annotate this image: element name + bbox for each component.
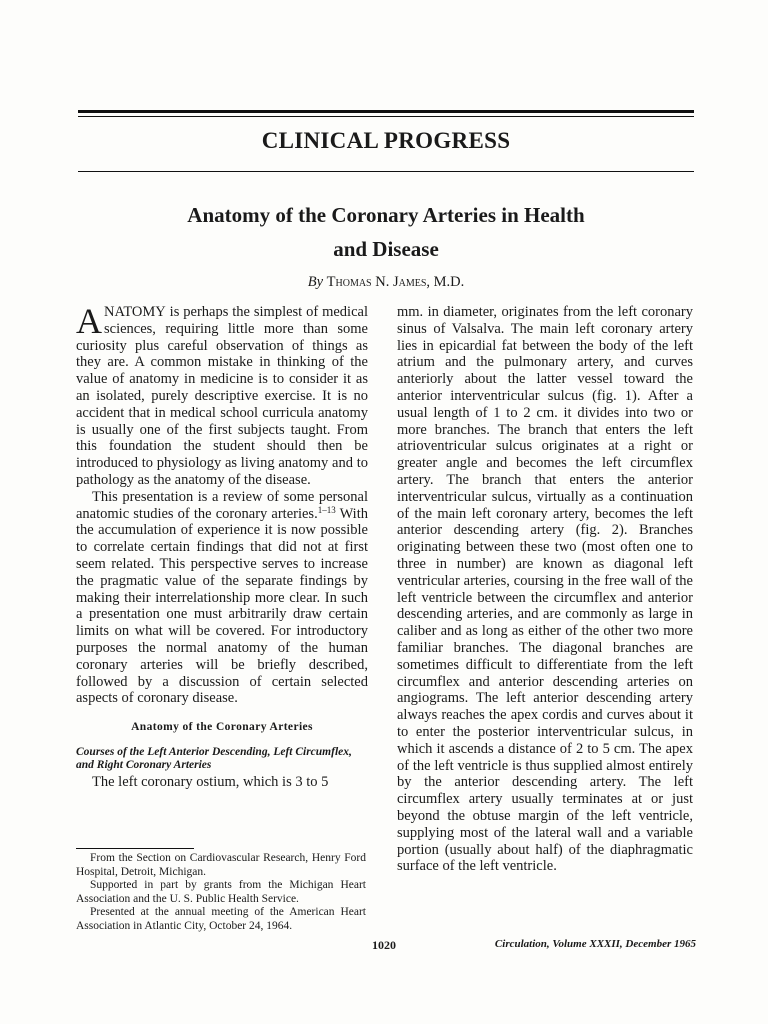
- footnote-1: From the Section on Cardiovascular Research, Henry Ford Hospital, Detroit, Michigan.: [76, 852, 366, 878]
- footnote-rule: [76, 848, 194, 849]
- journal-reference: Circulation, Volume XXXII, December 1965: [494, 938, 696, 950]
- subheading-anatomy: Anatomy of the Coronary Arteries: [131, 721, 313, 734]
- subheading-courses: Courses of the Left Anterior Descending, Left Circumflex, and Right Coronary Arteries: [76, 745, 352, 771]
- footnote-3: Presented at the annual meeting of the American Heart Association in Atlantic City, October 24, 1964.: [76, 906, 366, 932]
- right-column: [397, 304, 693, 875]
- reference-superscript: 1–13: [317, 504, 336, 515]
- intro-paragraph: [76, 301, 368, 489]
- byline: By Thomas N. James, M.D.: [307, 274, 465, 290]
- intro-text: is perhaps the simplest of medical sciences, requiring little more than some curiosity plus careful observation of things as they are. A common mistake in thinking of the value of anatomy in medicine is to consider it as an isolated, purely descriptive exercise. It is no accident that in medical school curricula anatomy is usually one of the first subjects taught. From this foundation the student should then be introduced to physiology as living anatomy and to pathology as the anatomy of the disease.: [76, 304, 368, 488]
- article-title-line-1: Anatomy of the Coronary Arteries in Health: [187, 203, 585, 227]
- paragraph-3: The left coronary ostium, which is 3 to 5: [92, 773, 329, 790]
- section-title: CLINICAL PROGRESS: [261, 128, 511, 153]
- left-column: [76, 301, 368, 791]
- page-number: 1020: [372, 938, 396, 952]
- paragraph-2-text-b: With the accumulation of experience it is now possible to correlate certain findings that did not at first seem related. This perspective serves to increase the pragmatic value of the separate findings by making their interrelationship more clear. In such a presentation one must arbitrarily draw certain limits on what will be covered. For introductory purposes the normal anatomy of the human coronary arteries will be briefly described, followed by a discussion of certain selected aspects of coronary disease.: [76, 505, 368, 707]
- article-title-line-2: and Disease: [333, 237, 439, 261]
- intro-smallcaps: NATOMY: [104, 304, 166, 320]
- byline-prefix: By: [307, 274, 324, 290]
- right-column-text: mm. in diameter, originates from the left coronary sinus of Valsalva. The main left coronary artery lies in epicardial fat between the body of the left atrium and the pulmonary artery, and curves anteriorly about the latter vessel toward the anterior interventricular sulcus (fig. 1). After a usual length of 1 to 2 cm. it divides into two or more branches. The branch that enters the left atrioventricular sulcus originates at a right or greater angle and becomes the left circumflex artery. The branch that enters the anterior interventricular sulcus, virtually as a continuation of the main left coronary artery, becomes the left anterior descending artery (fig. 2). Branches originating between these two (most often one to three in number) are known as diagonal left ventricular arteries, coursing in the free wall of the left ventricle between the circumflex and anterior descending arteries, and are commonly as large in caliber and as long as either of the other two more familiar branches. The diagonal branches are sometimes difficult to differentiate from the left circumflex and anterior descending arteries on angiograms. The left anterior descending artery always reaches the apex cordis and curves about it to enter the posterior interventricular sulcus, in which it ascends a distance of 2 to 5 cm. The apex of the left ventricle is thus supplied almost entirely by the anterior descending artery. The left circumflex artery usually terminates at or just beyond the obtuse margin of the left ventricle, supplying most of the lateral wall and a variable portion (usually about half) of the diaphragmatic surface of the left ventricle.: [397, 304, 693, 875]
- footnote-2: Supported in part by grants from the Michigan Heart Association and the U. S. Public Health Service.: [76, 879, 366, 905]
- paragraph-2: [76, 489, 368, 707]
- section-title-rule: [78, 171, 694, 172]
- top-thick-rule: [78, 110, 694, 113]
- top-thin-rule: [78, 116, 694, 117]
- article-title: [110, 198, 662, 266]
- drop-cap: A: [76, 301, 102, 341]
- footnotes: [76, 852, 366, 934]
- author-name: Thomas N. James: [326, 274, 427, 290]
- paragraph-2-text-a: This presentation is a review of some personal anatomic studies of the coronary arteries.: [76, 488, 368, 522]
- author-degree: M.D.: [433, 274, 465, 290]
